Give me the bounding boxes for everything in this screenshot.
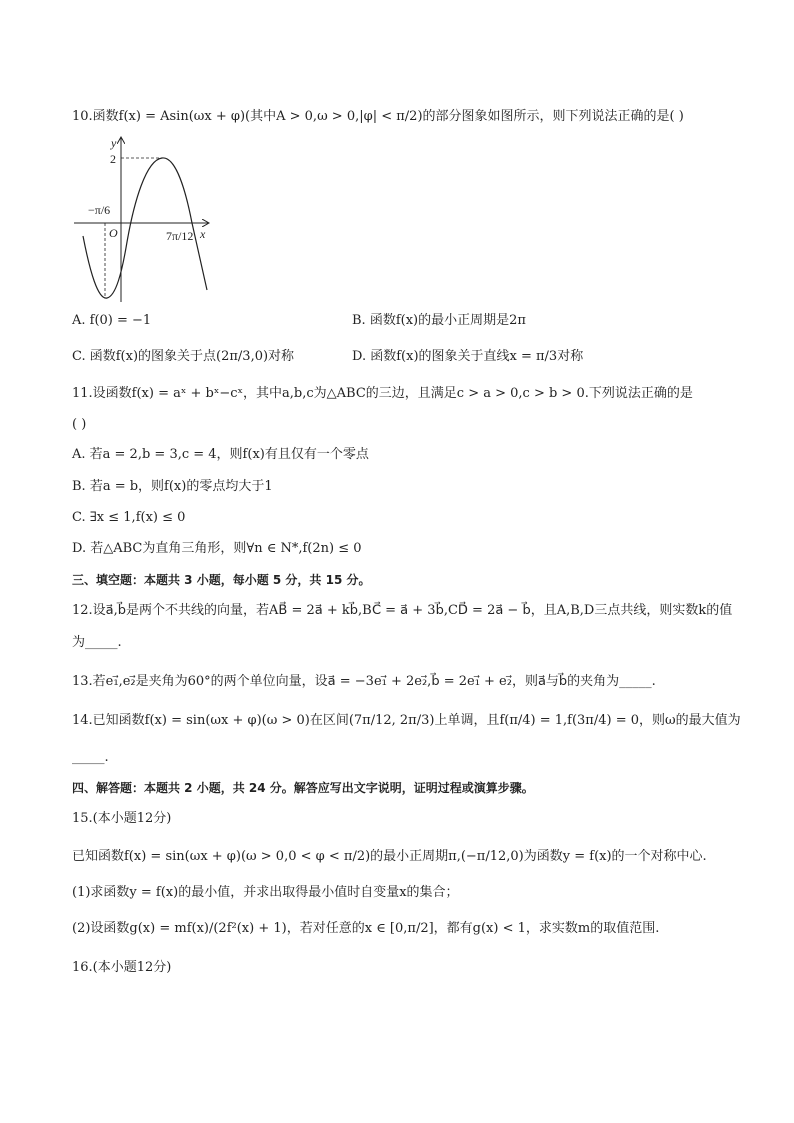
q16-header: 16.(本小题12分) [72,960,172,975]
q12-line1: 12.设a⃗,b⃗是两个不共线的向量，若AB⃗ = 2a⃗ + kb⃗,BC⃗ = a⃗ + 3b⃗,CD⃗ = 2a⃗ − b⃗，且A,B,D三点共线，则实数k的值 [72,603,733,618]
section-4-heading: 四、解答题：本题共 2 小题，共 24 分。解答应写出文字说明，证明过程或演算步骤。 [72,781,534,795]
q10-option-d: D. 函数f(x)的图象关于直线x = π/3对称 [352,349,584,364]
q14-line1: 14.已知函数f(x) = sin(ωx + φ)(ω > 0)在区间(7π/12, 2π/3)上单调，且f(π/4) = 1,f(3π/4) = 0，则ω的最大值为 [72,713,741,728]
y-max-label: 2 [110,152,116,166]
q11-stem: 11.设函数f(x) = aˣ + bˣ−cˣ，其中a,b,c为△ABC的三边，且满足c > a > 0,c > b > 0.下列说法正确的是 [72,386,693,401]
q14-line2: _____. [72,750,109,765]
q11-paren: ( ) [72,417,87,432]
q11-option-d: D. 若△ABC为直角三角形，则∀n ∈ N*,f(2n) ≤ 0 [72,541,362,556]
q15-part1: (1)求函数y = f(x)的最小值，并求出取得最小值时自变量x的集合； [72,885,459,900]
q10-option-b: B. 函数f(x)的最小正周期是2π [352,313,526,328]
q10-sine-graph [72,132,222,308]
q12-line2: 为_____. [72,635,122,650]
sine-curve [83,158,207,298]
origin-label: O [109,226,118,240]
q10-option-a: A. f(0) = −1 [72,313,152,328]
q13-line1: 13.若e₁⃗,e₂⃗是夹角为60°的两个单位向量，设a⃗ = −3e₁⃗ + 2e₂⃗,b⃗ = 2e₁⃗ + e₂⃗，则a⃗与b⃗的夹角为_____. [72,674,656,689]
q11-option-c: C. ∃x ≤ 1,f(x) ≤ 0 [72,510,186,525]
q10-stem: 10.函数f(x) = Asin(ωx + φ)(其中A > 0,ω > 0,|φ| < π/2)的部分图象如图所示，则下列说法正确的是( ) [72,109,684,124]
section-3-heading: 三、填空题：本题共 3 小题，每小题 5 分，共 15 分。 [72,573,371,587]
right-x-label: 7π/12 [166,229,194,243]
q11-option-a: A. 若a = 2,b = 3,c = 4，则f(x)有且仅有一个零点 [72,447,369,462]
q11-option-b: B. 若a = b，则f(x)的零点均大于1 [72,479,273,494]
y-axis-label: y [111,136,117,150]
left-x-label: −π/6 [88,203,111,217]
q15-header: 15.(本小题12分) [72,811,172,826]
q15-part2: (2)设函数g(x) = mf(x)/(2f²(x) + 1)，若对任意的x ∈ [0,π/2]，都有g(x) < 1，求实数m的取值范围. [72,921,660,936]
q10-option-c: C. 函数f(x)的图象关于点(2π/3,0)对称 [72,349,295,364]
x-axis-label: x [200,227,206,241]
q15-body: 已知函数f(x) = sin(ωx + φ)(ω > 0,0 < φ < π/2)的最小正周期π,(−π/12,0)为函数y = f(x)的一个对称中心. [72,849,707,864]
